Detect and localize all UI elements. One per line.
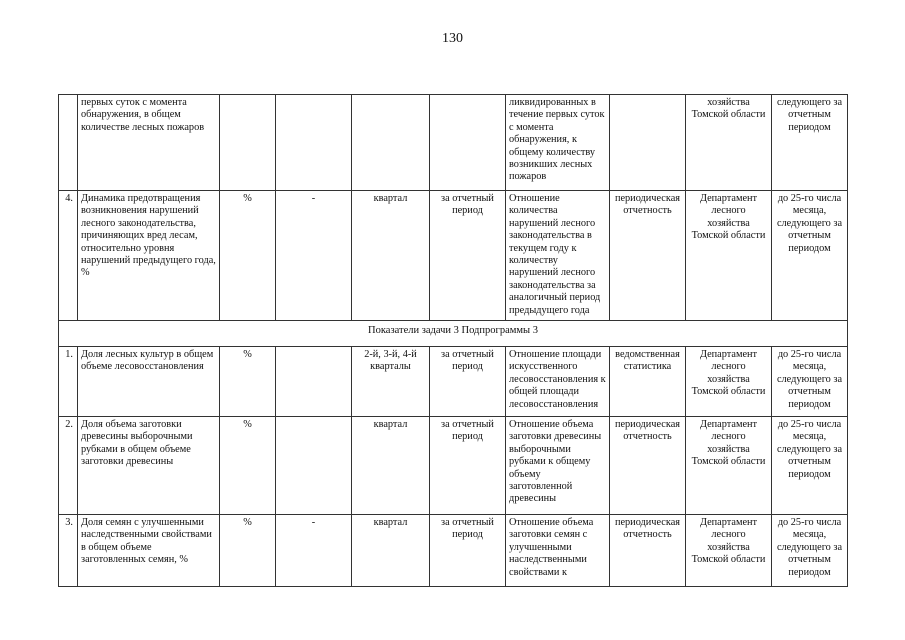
deadline: до 25-го числа месяца, следующего за отчетным периодом — [772, 515, 848, 587]
direction — [276, 95, 352, 191]
direction: - — [276, 191, 352, 321]
periodicity: квартал — [352, 417, 430, 515]
unit — [220, 95, 276, 191]
responsible: Департамент лесного хозяйства Томской области — [686, 515, 772, 587]
responsible: хозяйства Томской области — [686, 95, 772, 191]
direction: - — [276, 515, 352, 587]
data-source: периодическая отчетность — [610, 191, 686, 321]
direction — [276, 347, 352, 417]
periodicity: квартал — [352, 515, 430, 587]
time-characteristic — [430, 95, 506, 191]
section-row — [59, 321, 848, 347]
deadline: до 25-го числа месяца, следующего за отчетным периодом — [772, 417, 848, 515]
row-number — [59, 95, 78, 191]
unit: % — [220, 347, 276, 417]
table-row — [59, 347, 848, 417]
indicator-name: первых суток с момента обнаружения, в общем количестве лесных пожаров — [78, 95, 220, 191]
indicator-name: Доля объема заготовки древесины выборочными рубками в общем объеме заготовки древесины — [78, 417, 220, 515]
time-characteristic: за отчетный период — [430, 191, 506, 321]
section-title: Показатели задачи 3 Подпрограммы 3 — [59, 321, 848, 347]
direction — [276, 417, 352, 515]
indicator-name: Доля семян с улучшенными наследственными свойствами в общем объеме заготовленных семян, % — [78, 515, 220, 587]
indicator-name: Доля лесных культур в общем объеме лесовосстановления — [78, 347, 220, 417]
calculation-method: Отношение количества нарушений лесного законодательства в текущем году к количеству нарушений лесного законодательства за аналогичный период предыдущего года — [506, 191, 610, 321]
data-source — [610, 95, 686, 191]
data-source: периодическая отчетность — [610, 515, 686, 587]
time-characteristic: за отчетный период — [430, 515, 506, 587]
table-row — [59, 515, 848, 587]
row-number: 3. — [59, 515, 78, 587]
row-number: 1. — [59, 347, 78, 417]
time-characteristic: за отчетный период — [430, 417, 506, 515]
calculation-method: ликвидированных в течение первых суток с момента обнаружения, к общему количеству возникших лесных пожаров — [506, 95, 610, 191]
responsible: Департамент лесного хозяйства Томской области — [686, 191, 772, 321]
periodicity: 2-й, 3-й, 4-й кварталы — [352, 347, 430, 417]
data-source: периодическая отчетность — [610, 417, 686, 515]
time-characteristic: за отчетный период — [430, 347, 506, 417]
periodicity: квартал — [352, 191, 430, 321]
row-number: 4. — [59, 191, 78, 321]
unit: % — [220, 191, 276, 321]
calculation-method: Отношение объема заготовки древесины выборочными рубками к общему объему заготовленной древесины — [506, 417, 610, 515]
responsible: Департамент лесного хозяйства Томской области — [686, 417, 772, 515]
table-row — [59, 95, 848, 191]
responsible: Департамент лесного хозяйства Томской области — [686, 347, 772, 417]
table-row — [59, 417, 848, 515]
page-number: 130 — [442, 31, 463, 46]
unit: % — [220, 515, 276, 587]
indicator-name: Динамика предотвращения возникновения нарушений лесного законодательства, причиняющих вред лесам, относительно уровня нарушений предыдущего года, % — [78, 191, 220, 321]
indicators-table — [58, 94, 848, 587]
periodicity — [352, 95, 430, 191]
deadline: до 25-го числа месяца, следующего за отчетным периодом — [772, 347, 848, 417]
deadline: следующего за отчетным периодом — [772, 95, 848, 191]
calculation-method: Отношение площади искусственного лесовосстановления к общей площади лесовосстановления — [506, 347, 610, 417]
row-number: 2. — [59, 417, 78, 515]
deadline: до 25-го числа месяца, следующего за отчетным периодом — [772, 191, 848, 321]
data-source: ведомственная статистика — [610, 347, 686, 417]
table-row — [59, 191, 848, 321]
unit: % — [220, 417, 276, 515]
calculation-method: Отношение объема заготовки семян с улучшенными наследственными свойствами к — [506, 515, 610, 587]
